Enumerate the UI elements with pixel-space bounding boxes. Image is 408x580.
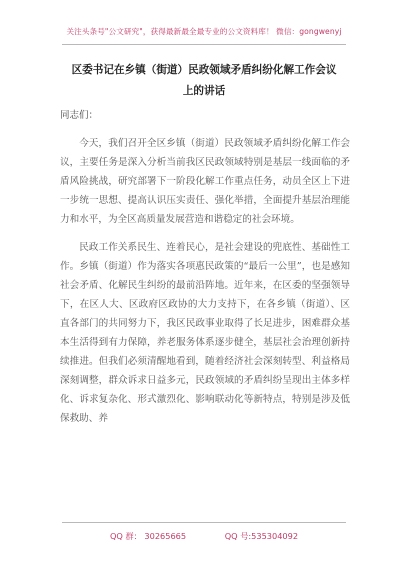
document-title: [56, 60, 352, 102]
footer-divider: [62, 522, 346, 523]
title-line-2: 上的讲话: [182, 85, 226, 97]
qq-number: QQ 号:535304092: [224, 531, 299, 541]
document-body: [60, 134, 350, 437]
qq-group-number: QQ 群： 30265665: [109, 531, 187, 541]
title-line-1: 区委书记在乡镇（街道）民政领域矛盾纠纷化解工作会议: [71, 64, 337, 76]
paragraph-2: 民政工作关系民生、连着民心，是社会建设的兜底性、基础性工作。乡镇（街道）作为落实各项惠民政策的“最后一公里”，也是感知社会矛盾、化解民生纠纷的最前沿阵地。近年来，在区委的坚强领导下，在区人大、区政府区政协的大力支持下，在各乡镇（街道）、区直各部门的共同努力下，我区民政事业取得了长足进步，困难群众基本生活得到有力保障，养老服务体系逐步健全，基层社会治理创新持续推进。但我们必须清醒地看到，随着经济社会深刻转型、利益格局深刻调整，群众诉求日益多元，民政领域的矛盾纠纷呈现出主体多样化、诉求复杂化、形式激烈化、影响联动化等新特点，特别是涉及低保救助、养: [60, 242, 350, 424]
salutation: 同志们：: [60, 110, 99, 121]
header-note: 关注头条号"公文研究"，获得最新最全最专业的公文资料库！ 微信：gongwenyj: [66, 27, 342, 36]
paragraph-1: 今天，我们召开全区乡镇（街道）民政领域矛盾纠纷化解工作会议，主要任务是深入分析当前我区民政领域特别是基层一线面临的矛盾风险挑战，研究部署下一阶段化解工作重点任务，动员全区上下进一步统一思想、提高认识压实责任、强化举措，全面提升基层治理能力和水平，为全区高质量发展营造和谐稳定的社会环境。: [60, 138, 350, 225]
footer: [0, 531, 408, 542]
header-divider: [62, 44, 346, 45]
